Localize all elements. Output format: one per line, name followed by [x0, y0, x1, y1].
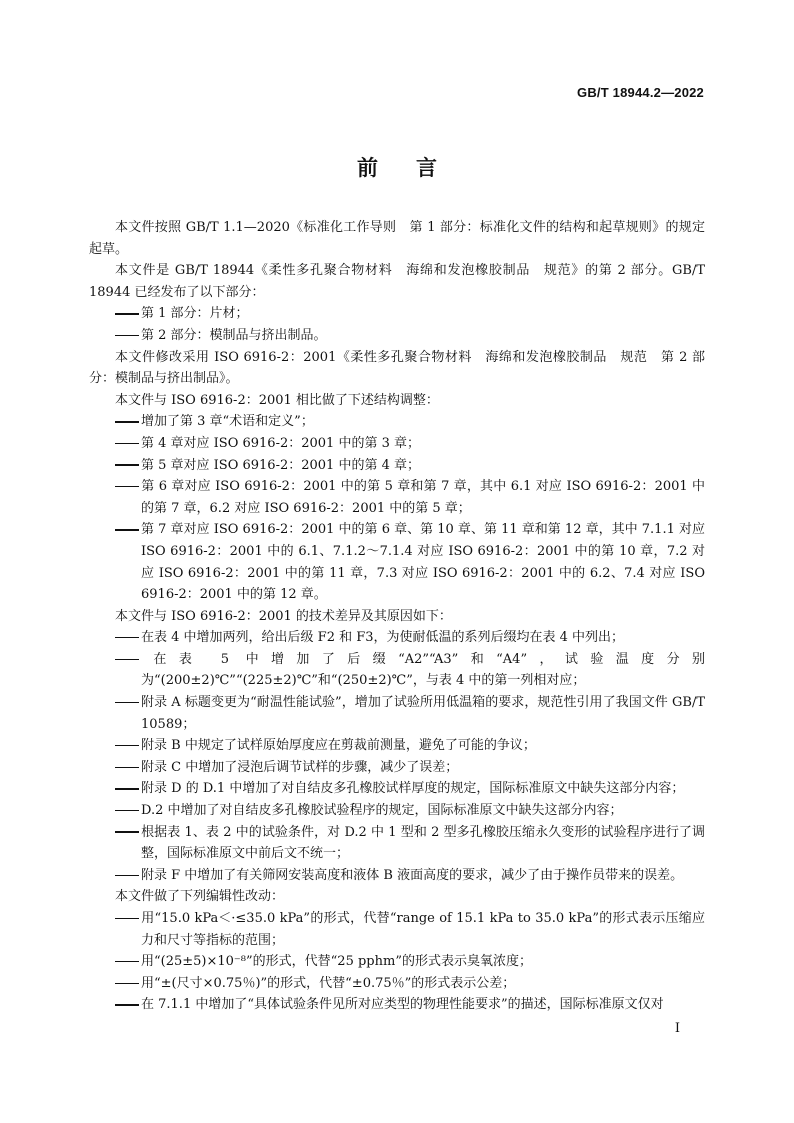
- dash-marker: [115, 476, 141, 498]
- list-item: [89, 822, 705, 865]
- dash-marker: [115, 303, 141, 325]
- paragraph-text: 附录 B 中规定了试样原始厚度应在剪裁前测量，避免了可能的争议；: [141, 738, 536, 754]
- paragraph-text: 第 1 部分：片材；: [141, 306, 249, 322]
- dash-marker: [115, 908, 141, 930]
- dash-marker: [115, 692, 141, 714]
- paragraph: [89, 886, 705, 908]
- paragraph-text: 附录 F 中增加了有关筛网安装高度和液体 B 液面高度的要求，减少了由于操作员带来的误差。: [141, 867, 684, 883]
- dash-marker: [115, 822, 141, 844]
- dash-marker: [115, 994, 141, 1016]
- paragraph: [89, 347, 705, 390]
- list-item: [89, 649, 705, 692]
- paragraph-text: 在表 4 中增加两列，给出后级 F2 和 F3，为使耐低温的系列后缀均在表 4 中列出；: [141, 630, 625, 646]
- paragraph-text: 根据表 1、表 2 中的试验条件，对 D.2 中 1 型和 2 型多孔橡胶压缩永久变形的试验程序进行了调整，国际标准原文中前后文不统一；: [141, 824, 705, 862]
- list-item: [89, 800, 705, 822]
- list-item: [89, 778, 705, 800]
- paragraph-text: 第 7 章对应 ISO 6916-2：2001 中的第 6 章、第 10 章、第 11 章和第 12 章，其中 7.1.1 对应 ISO 6916-2：2001 中的 6.1、7.1.2～7.1.4 对应 ISO 6916-2：2001 中的第 10 章，7.2 对应 ISO 6916-2：2001 中的第 11 章，7.3 对应 ISO 6916-2：2001 中的 6.2、7.4 对应 ISO 6916-2：2001 中的第 12 章。: [141, 522, 705, 603]
- list-item: [89, 627, 705, 649]
- dash-marker: [115, 519, 141, 541]
- list-item: [89, 411, 705, 433]
- paragraph-text: 附录 D 的 D.1 中增加了对自结皮多孔橡胶试样厚度的规定，国际标准原文中缺失这部分内容；: [141, 781, 685, 797]
- dash-marker: [115, 455, 141, 477]
- list-item: [89, 908, 705, 951]
- dash-marker: [115, 951, 141, 973]
- list-item: [89, 994, 705, 1016]
- standard-code: GB/T 18944.2—2022: [577, 85, 704, 100]
- list-item: [89, 433, 705, 455]
- paragraph-text: 在表 5 中增加了后缀“A2”“A3”和“A4”，试验温度分别为“(200±2)℃”“(225±2)℃”和“(250±2)℃”，与表 4 中的第一列相对应；: [141, 651, 705, 689]
- paragraph: [89, 606, 705, 628]
- list-item: [89, 476, 705, 519]
- paragraph-text: 本文件修改采用 ISO 6916-2：2001《柔性多孔聚合物材料 海绵和发泡橡胶制品 规范 第 2 部分：模制品与挤出制品》。: [89, 349, 705, 387]
- paragraph-text: 第 5 章对应 ISO 6916-2：2001 中的第 4 章；: [141, 457, 420, 473]
- paragraph: [89, 390, 705, 412]
- list-item: [89, 865, 705, 887]
- list-item: [89, 973, 705, 995]
- dash-marker: [115, 757, 141, 779]
- document-body: [89, 217, 705, 1016]
- list-item: [89, 519, 705, 605]
- dash-marker: [115, 735, 141, 757]
- dash-marker: [115, 649, 141, 671]
- list-item: [89, 455, 705, 477]
- paragraph-text: 附录 C 中增加了浸泡后调节试样的步骤，减少了误差；: [141, 759, 459, 775]
- paragraph-text: 用“15.0 kPa＜·≤35.0 kPa”的形式，代替“range of 15.1 kPa to 35.0 kPa”的形式表示压缩应力和尺寸等指标的范围；: [141, 911, 705, 948]
- dash-marker: [115, 627, 141, 649]
- page-number: I: [674, 1021, 680, 1036]
- paragraph-text: 在 7.1.1 中增加了“具体试验条件见所对应类型的物理性能要求”的描述，国际标准原文仅对: [141, 997, 664, 1013]
- paragraph-text: 用“(25±5)×10⁻⁸”的形式，代替“25 pphm”的形式表示臭氧浓度；: [141, 954, 532, 970]
- paragraph-text: 第 4 章对应 ISO 6916-2：2001 中的第 3 章；: [141, 435, 420, 451]
- list-item: [89, 303, 705, 325]
- paragraph-text: 本文件是 GB/T 18944《柔性多孔聚合物材料 海绵和发泡橡胶制品 规范》的第 2 部分。GB/T 18944 已经发布了以下部分：: [89, 263, 705, 300]
- paragraph-text: 本文件做了下列编辑性改动：: [115, 889, 285, 905]
- paragraph-text: 附录 A 标题变更为“耐温性能试验”，增加了试验所用低温箱的要求，规范性引用了我国文件 GB/T 10589；: [141, 695, 705, 732]
- dash-marker: [115, 433, 141, 455]
- paragraph-text: 本文件按照 GB/T 1.1—2020《标准化工作导则 第 1 部分：标准化文件的结构和起草规则》的规定起草。: [89, 220, 705, 257]
- list-item: [89, 951, 705, 973]
- paragraph-text: 第 6 章对应 ISO 6916-2：2001 中的第 5 章和第 7 章，其中 6.1 对应 ISO 6916-2：2001 中的第 7 章，6.2 对应 ISO 6916-2：2001 中的第 5 章；: [141, 479, 705, 516]
- list-item: [89, 735, 705, 757]
- list-item: [89, 757, 705, 779]
- page-title: 前言: [357, 155, 475, 180]
- paragraph-text: 本文件与 ISO 6916-2：2001 的技术差异及其原因如下：: [115, 608, 452, 624]
- list-item: [89, 325, 705, 347]
- dash-marker: [115, 411, 141, 433]
- paragraph-text: 用“±(尺寸×0.75％)”的形式，代替“±0.75％”的形式表示公差；: [141, 975, 516, 991]
- dash-marker: [115, 778, 141, 800]
- dash-marker: [115, 865, 141, 887]
- list-item: [89, 692, 705, 735]
- paragraph-text: 第 2 部分：模制品与挤出制品。: [141, 327, 327, 343]
- dash-marker: [115, 325, 141, 347]
- paragraph: [89, 217, 705, 260]
- dash-marker: [115, 800, 141, 822]
- paragraph: [89, 260, 705, 303]
- dash-marker: [115, 973, 141, 995]
- paragraph-text: 增加了第 3 章“术语和定义”；: [141, 414, 314, 430]
- paragraph-text: 本文件与 ISO 6916-2：2001 相比做了下述结构调整：: [115, 392, 439, 408]
- paragraph-text: D.2 中增加了对自结皮多孔橡胶试验程序的规定，国际标准原文中缺失这部分内容；: [141, 803, 623, 819]
